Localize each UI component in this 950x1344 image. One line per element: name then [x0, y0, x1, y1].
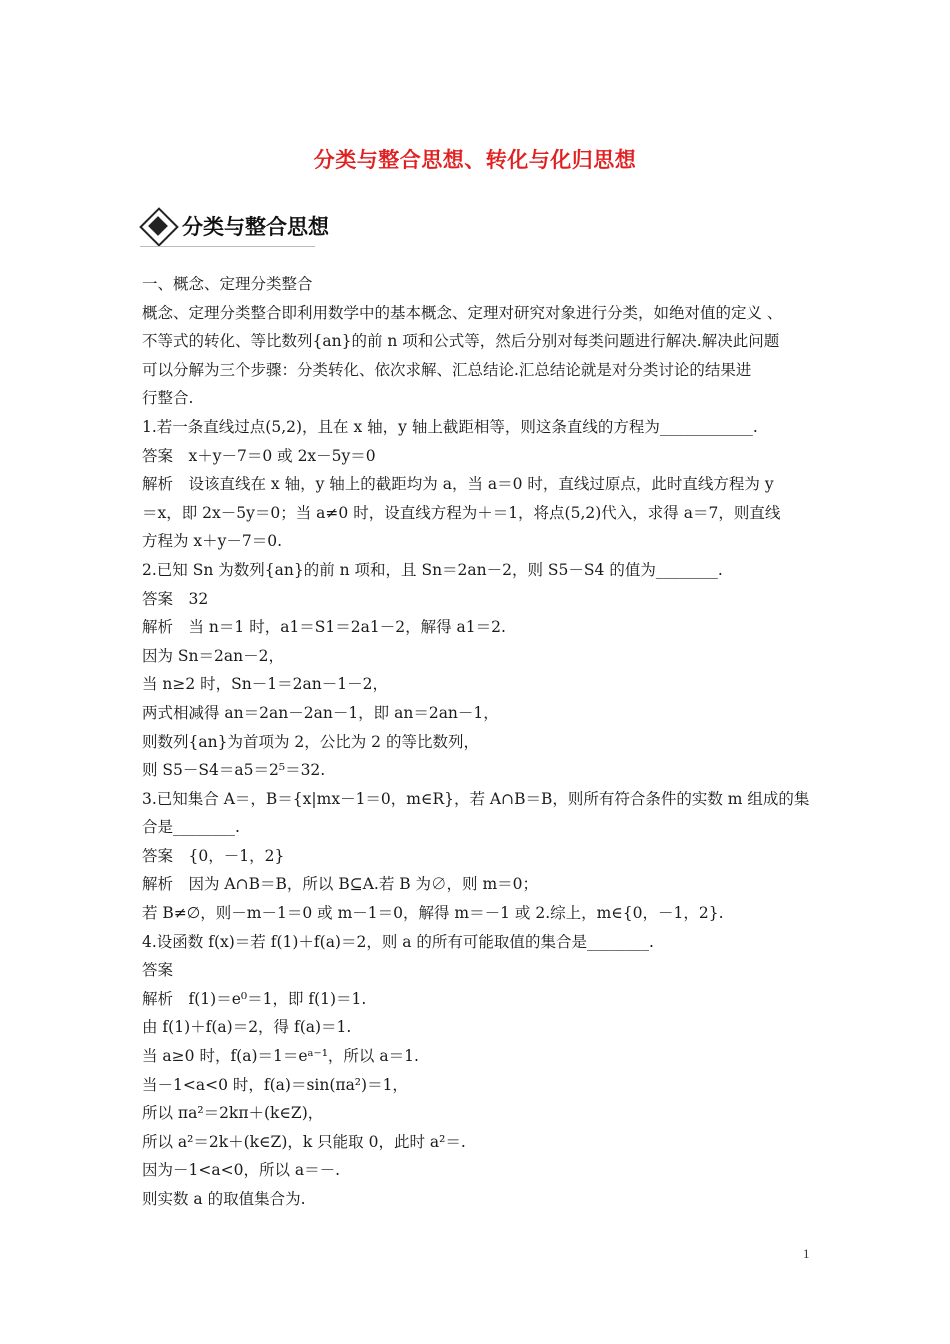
document-body	[142, 270, 812, 1214]
question-2: 2.已知 Sn 为数列{an}的前 n 项和，且 Sn＝2an－2，则 S5－S4 的值为________.	[142, 560, 723, 579]
solution-2: 因为 Sn＝2an－2，	[142, 646, 284, 665]
text-line: 不等式的转化、等比数列{an}的前 n 项和公式等，然后分别对每类问题进行解决.解决此问题	[142, 332, 780, 351]
solution-4: 所以 πa²＝2kπ＋(k∈Z)，	[142, 1104, 324, 1123]
text-line: 概念、定理分类整合即利用数学中的基本概念、定理对研究对象进行分类，如绝对值的定义 、	[142, 303, 783, 322]
solution-1: 解析 设该直线在 x 轴，y 轴上的截距均为 a，当 a＝0 时，直线过原点，此时直线方程为 y	[142, 475, 774, 494]
solution-3: 解析 因为 A∩B＝B，所以 B⊆A.若 B 为∅，则 m＝0；	[142, 875, 539, 894]
page-number: 1	[803, 1246, 810, 1261]
solution-2: 则数列{an}为首项为 2，公比为 2 的等比数列，	[142, 732, 479, 751]
solution-4: 则实数 a 的取值集合为.	[142, 1190, 306, 1208]
text-line: 可以分解为三个步骤：分类转化、依次求解、汇总结论.汇总结论就是对分类讨论的结果进	[142, 360, 752, 379]
text-line: 一、概念、定理分类整合	[142, 275, 313, 293]
solution-2: 当 n≥2 时，Sn－1＝2an－1－2，	[142, 675, 388, 694]
solution-4: 当－1<a<0 时，f(a)＝sin(πa²)＝1，	[142, 1075, 408, 1094]
solution-2: 解析 当 n＝1 时，a1＝S1＝2a1－2，解得 a1＝2.	[142, 618, 506, 637]
solution-3: 若 B≠∅，则－m－1＝0 或 m－1＝0，解得 m＝－1 或 2.综上，m∈{0，－1，2}.	[142, 904, 724, 923]
page-title: 分类与整合思想、转化与化归思想	[313, 148, 637, 172]
section-header	[140, 204, 329, 248]
solution-4: 当 a≥0 时，f(a)＝1＝eᵃ⁻¹，所以 a＝1.	[142, 1047, 419, 1066]
text-line: 行整合.	[142, 389, 194, 408]
answer-2: 答案 32	[142, 589, 209, 608]
answer-1: 答案 x＋y－7＝0 或 2x－5y＝0	[142, 446, 376, 465]
solution-4: 由 f(1)＋f(a)＝2，得 f(a)＝1.	[142, 1018, 352, 1037]
solution-1: 方程为 x＋y－7＝0.	[142, 532, 283, 551]
solution-4: 所以 a²＝2k＋(k∈Z)，k 只能取 0，此时 a²＝.	[142, 1132, 466, 1151]
answer-3: 答案 {0，－1，2}	[142, 846, 285, 865]
question-1: 1.若一条直线过点(5,2)，且在 x 轴，y 轴上截距相等，则这条直线的方程为____________.	[142, 417, 758, 436]
solution-2: 则 S5－S4＝a5＝2⁵＝32.	[142, 761, 326, 780]
answer-4: 答案	[142, 961, 174, 980]
solution-1: ＝x，即 2x－5y＝0；当 a≠0 时，设直线方程为＋＝1，将点(5,2)代入，求得 a＝7，则直线	[142, 503, 781, 522]
solution-2: 两式相减得 an＝2an－2an－1，即 an＝2an－1，	[142, 703, 499, 722]
diamond-icon	[140, 208, 176, 244]
question-3: 合是________.	[142, 818, 240, 837]
section-title: 分类与整合思想	[182, 215, 329, 239]
section-divider	[140, 246, 315, 247]
question-3: 3.已知集合 A＝，B＝{x|mx－1＝0，m∈R}，若 A∩B＝B，则所有符合条件的实数 m 组成的集	[142, 789, 810, 808]
solution-4: 因为－1<a<0，所以 a＝－.	[142, 1161, 341, 1180]
solution-4: 解析 f(1)＝e⁰＝1，即 f(1)＝1.	[142, 989, 367, 1008]
question-4: 4.设函数 f(x)＝若 f(1)＋f(a)＝2，则 a 的所有可能取值的集合是________.	[142, 932, 654, 951]
